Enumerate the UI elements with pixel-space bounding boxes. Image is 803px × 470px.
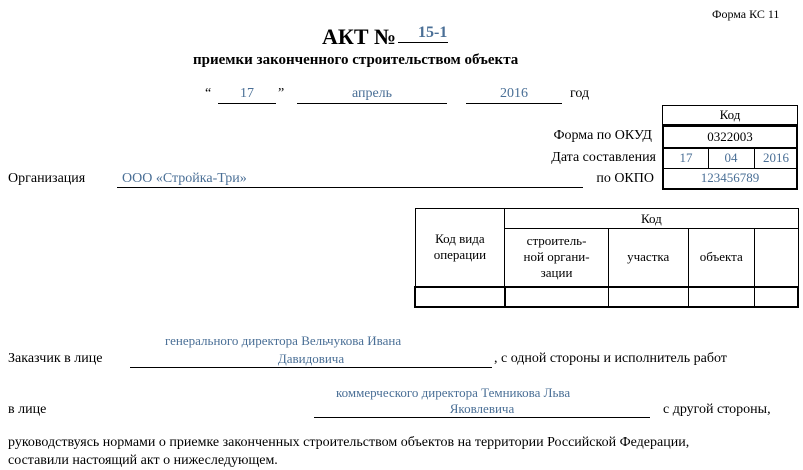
date-compiled-day: 17 — [679, 150, 693, 165]
op-code-value-cell — [415, 287, 505, 307]
date-compiled-month: 04 — [724, 150, 738, 165]
code-header-cell: Код — [505, 209, 798, 229]
organization-underline — [117, 187, 583, 188]
contractor-label: в лице — [8, 402, 47, 417]
op-code-cell — [415, 209, 505, 287]
customer-rep-line1: генерального директора Вельчукова Ивана — [165, 333, 402, 348]
code-table-header: Код — [662, 105, 798, 125]
builder-org-value-cell — [505, 287, 609, 307]
act-title: АКТ № — [322, 24, 397, 49]
site-value-cell — [608, 287, 688, 307]
date-open-quote: “ — [205, 86, 212, 101]
date-day: 17 — [240, 86, 254, 101]
contractor-underline — [314, 417, 650, 418]
date-year-underline — [466, 103, 562, 104]
body-text-line1: руководствуясь нормами о приемке законченных строительством объектов на территории Российской Федерации, — [8, 435, 690, 450]
builder-org-cell — [505, 229, 609, 287]
site-cell: участка — [608, 229, 688, 287]
customer-rep-line2: Давидовича — [277, 351, 345, 366]
date-month-underline — [297, 103, 447, 104]
act-number: 15-1 — [418, 24, 448, 41]
organization-value: ООО «Стройка-Три» — [122, 171, 247, 186]
organization-label: Организация — [8, 171, 86, 186]
builder-org-line2: ной органи- — [523, 249, 590, 265]
extra-cell — [754, 229, 798, 287]
date-year-suffix: год — [570, 86, 590, 101]
form-code-label: Форма КС 11 — [712, 7, 780, 21]
okud-value: 0322003 — [662, 125, 798, 147]
date-year: 2016 — [500, 86, 528, 101]
body-text-line2: составили настоящий акт о нижеследующем. — [8, 453, 278, 468]
object-value-cell — [688, 287, 754, 307]
contractor-rep-line2: Яковлевича — [449, 401, 515, 416]
customer-underline — [130, 367, 492, 368]
date-close-quote: ” — [278, 86, 285, 101]
okpo-label: по ОКПО — [596, 171, 654, 186]
contractor-suffix: с другой стороны, — [663, 402, 771, 417]
object-cell: объекта — [688, 229, 754, 287]
operations-code-table — [414, 208, 799, 308]
op-code-label-line1: Код вида — [435, 231, 485, 247]
extra-value-cell — [754, 287, 798, 307]
okpo-value: 123456789 — [662, 169, 798, 190]
op-code-label-line2: операции — [433, 247, 487, 263]
date-compiled-label: Дата составления — [551, 150, 656, 165]
date-compiled-year: 2016 — [763, 150, 789, 165]
date-day-underline — [218, 103, 276, 104]
date-month: апрель — [351, 86, 393, 101]
customer-label: Заказчик в лице — [8, 351, 103, 366]
contractor-rep-line1: коммерческого директора Темникова Льва — [336, 385, 571, 400]
builder-org-line1: строитель- — [526, 233, 587, 249]
okud-label: Форма по ОКУД — [553, 128, 652, 143]
customer-suffix: , с одной стороны и исполнитель работ — [494, 351, 727, 366]
act-number-underline — [398, 42, 448, 43]
act-subtitle: приемки законченного строительством объекта — [193, 52, 519, 68]
builder-org-line3: зации — [540, 265, 573, 281]
